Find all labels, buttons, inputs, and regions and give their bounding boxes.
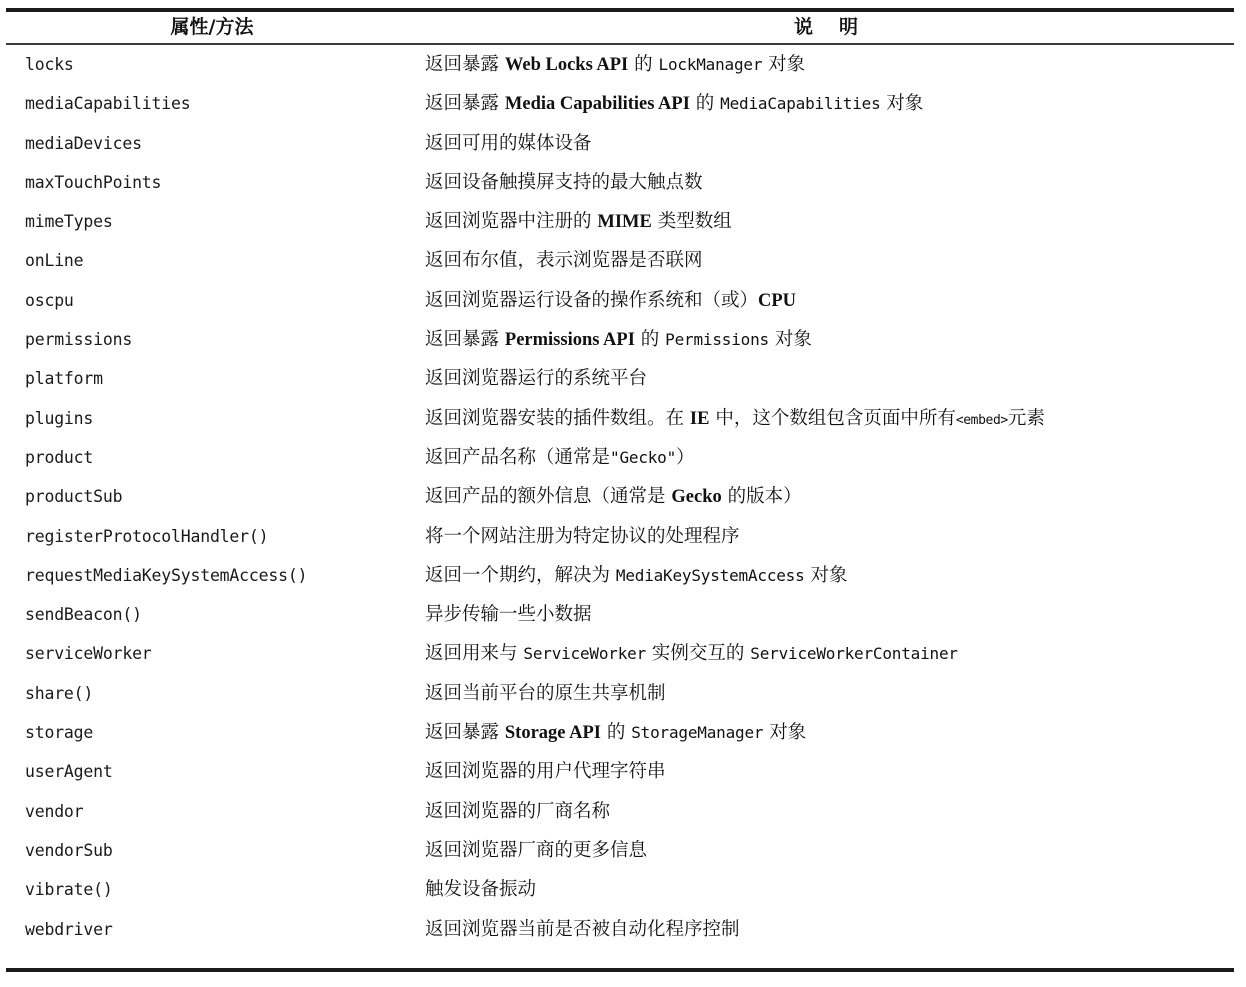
cell-property-name: productSub (25, 487, 123, 507)
cell-description (425, 241, 703, 280)
cell-property-name: vendor (25, 801, 84, 821)
description-segment: 返回用来与 (425, 643, 524, 665)
description-segment: 将一个网站注册为特定协议的处理程序 (425, 525, 740, 547)
cell-property-name: oscpu (25, 290, 74, 310)
cell-property-name: storage (25, 723, 94, 743)
description-segment: 返回暴露 (425, 54, 505, 75)
cell-description (425, 202, 732, 241)
table-row (6, 556, 1234, 595)
table-row (6, 634, 1234, 673)
description-segment: 类型数组 (651, 211, 732, 233)
table-row (6, 202, 1234, 241)
cell-property-name: maxTouchPoints (25, 172, 162, 192)
cell-description (425, 359, 647, 398)
description-segment: 返回一个期约，解决为 (425, 564, 616, 586)
cell-description (425, 399, 1045, 438)
description-segment: <embed> (955, 412, 1008, 428)
description-segment: CPU (758, 290, 797, 311)
table-row (6, 281, 1234, 320)
description-segment: 返回产品的额外信息（通常是 (425, 486, 672, 508)
cell-property-name: webdriver (25, 919, 113, 939)
navigator-properties-table (6, 0, 1234, 987)
cell-property-name: vibrate() (25, 880, 113, 900)
cell-description (425, 831, 647, 870)
description-segment: 的 (600, 722, 632, 744)
description-segment: Web Locks API (504, 55, 629, 75)
table-row (6, 124, 1234, 163)
description-segment: 返回浏览器中注册的 (425, 211, 598, 233)
cell-description (425, 870, 536, 909)
description-segment: ServiceWorker (523, 644, 647, 664)
table-row (6, 163, 1234, 202)
cell-property-name: locks (25, 55, 74, 74)
description-segment: 返回浏览器当前是否被自动化程序控制 (425, 918, 740, 940)
table-row (6, 438, 1234, 477)
cell-description (425, 674, 666, 713)
cell-description (425, 163, 703, 202)
description-segment: MIME (597, 212, 652, 233)
description-segment: 返回浏览器厂商的更多信息 (425, 839, 648, 861)
cell-property-name: permissions (25, 330, 133, 350)
table-row (6, 752, 1234, 791)
column-header-property: 属性/方法 (170, 16, 254, 38)
description-segment: 返回设备触摸屏支持的最大触点数 (425, 171, 703, 193)
description-segment: 对象 (762, 54, 806, 75)
cell-property-name: sendBeacon() (25, 605, 142, 625)
table-header-row (6, 12, 1234, 43)
cell-property-name: mimeTypes (25, 212, 113, 232)
description-segment: 的版本） (721, 486, 802, 508)
description-segment: 对象 (763, 722, 807, 744)
cell-description (425, 792, 610, 831)
description-segment: 对象 (880, 93, 924, 115)
description-segment: 中，这个数组包含页面中所有 (709, 407, 956, 429)
description-segment: 返回暴露 (425, 93, 505, 115)
cell-property-name: userAgent (25, 762, 113, 782)
description-segment: "Gecko" (610, 447, 677, 467)
description-segment: 的 (634, 329, 666, 351)
description-segment: 返回浏览器的厂商名称 (425, 800, 611, 822)
cell-property-name: product (25, 447, 94, 467)
cell-description (425, 477, 802, 516)
cell-description (425, 634, 958, 673)
table-row (6, 477, 1234, 516)
column-header-description (418, 12, 1234, 43)
cell-property-name: serviceWorker (25, 644, 152, 664)
description-segment: 元素 (1007, 407, 1045, 429)
table-row (6, 399, 1234, 438)
description-segment: 返回浏览器运行的系统平台 (425, 368, 648, 390)
description-segment: ServiceWorkerContainer (750, 644, 958, 664)
description-segment: 返回暴露 (425, 329, 505, 351)
description-segment: 返回可用的媒体设备 (425, 132, 592, 154)
cell-property-name: registerProtocolHandler() (25, 526, 269, 546)
column-header-description-char1: 说 (793, 16, 813, 38)
cell-description (425, 752, 666, 791)
description-segment: 对象 (768, 329, 812, 351)
description-segment: 实例交互的 (646, 643, 751, 665)
cell-description (425, 595, 592, 634)
description-segment: 返回浏览器运行设备的操作系统和（或） (425, 289, 759, 311)
description-segment: 返回浏览器的用户代理字符串 (425, 761, 666, 783)
cell-property-name: onLine (25, 251, 84, 271)
cell-property-name: mediaDevices (25, 133, 142, 153)
description-segment: 返回当前平台的原生共享机制 (425, 682, 666, 704)
cell-description (425, 438, 695, 477)
cell-description (425, 84, 923, 123)
description-segment: ） (676, 446, 695, 468)
table-row (6, 595, 1234, 634)
description-segment: Media Capabilities API (504, 94, 690, 115)
table-row (6, 910, 1234, 949)
description-segment: Permissions (665, 330, 769, 350)
cell-property-name: platform (25, 369, 103, 389)
cell-property-name: share() (25, 683, 94, 703)
description-segment: 对象 (804, 564, 848, 586)
cell-description (425, 910, 740, 949)
cell-description (425, 45, 805, 84)
description-segment: 的 (689, 93, 721, 115)
description-segment: Storage API (504, 723, 601, 744)
cell-description (425, 556, 847, 595)
description-segment: Gecko (671, 487, 722, 508)
table-row (6, 84, 1234, 123)
description-segment: 触发设备振动 (425, 879, 537, 901)
column-header-description-char2: 明 (839, 16, 859, 38)
table-row (6, 870, 1234, 909)
table-row (6, 792, 1234, 831)
cell-description (425, 517, 740, 556)
cell-property-name: requestMediaKeySystemAccess() (25, 565, 308, 585)
description-segment: MediaCapabilities (720, 94, 881, 114)
description-segment: 返回浏览器安装的插件数组。在 (425, 407, 690, 429)
description-segment: Permissions API (504, 330, 635, 351)
table-row (6, 831, 1234, 870)
cell-property-name: mediaCapabilities (25, 94, 191, 114)
table-row (6, 713, 1234, 752)
description-segment: MediaKeySystemAccess (615, 565, 805, 585)
description-segment: 异步传输一些小数据 (425, 604, 592, 626)
description-segment: LockManager (658, 55, 763, 74)
cell-property-name: plugins (25, 408, 94, 428)
description-segment: 返回产品名称（通常是 (425, 446, 611, 468)
table-row (6, 359, 1234, 398)
cell-description (425, 713, 806, 752)
table-body (6, 45, 1234, 949)
cell-description (425, 124, 592, 163)
description-segment: 返回暴露 (425, 722, 505, 744)
cell-description (425, 320, 812, 359)
table-row (6, 241, 1234, 280)
table-row (6, 674, 1234, 713)
table-row (6, 45, 1234, 84)
table-bottom-border (6, 968, 1234, 972)
cell-property-name: vendorSub (25, 840, 113, 860)
cell-description (425, 281, 796, 320)
table-row (6, 517, 1234, 556)
table-row (6, 320, 1234, 359)
description-segment: 的 (628, 54, 659, 75)
description-segment: IE (689, 408, 710, 429)
description-segment: 返回布尔值，表示浏览器是否联网 (425, 250, 703, 272)
description-segment: StorageManager (631, 723, 764, 743)
